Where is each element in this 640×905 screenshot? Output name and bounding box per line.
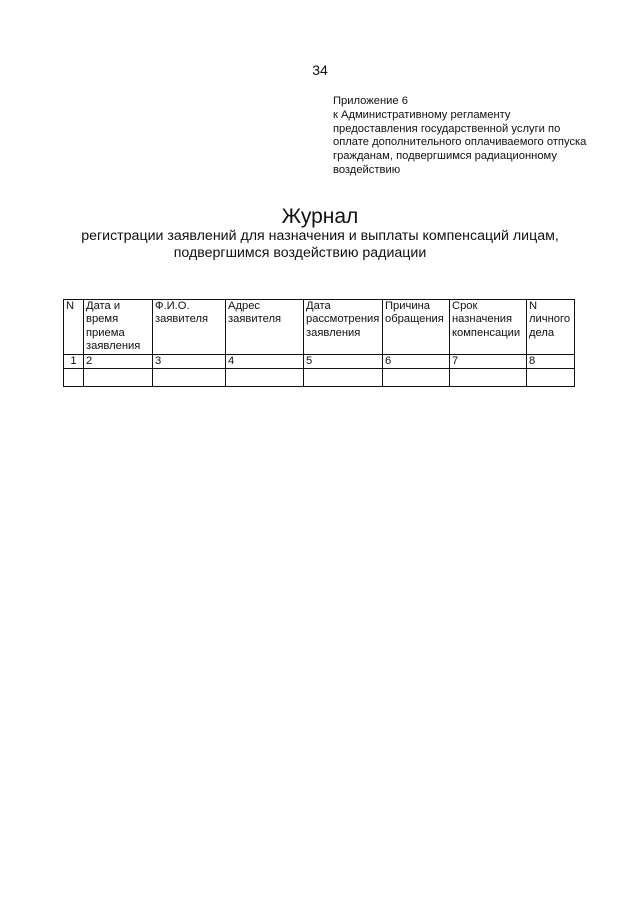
- header-cell-case-number: N личного дела: [527, 300, 575, 355]
- appendix-line: предоставления государственной услуги по: [333, 122, 561, 135]
- page-number: 34: [312, 62, 328, 78]
- column-number-cell: 8: [527, 354, 575, 368]
- subtitle-line: подвергшимся воздействию радиации: [173, 245, 427, 261]
- empty-cell: [226, 368, 304, 386]
- header-cell-date-received: Дата и время приема заявления: [84, 300, 153, 355]
- column-number-row: [64, 354, 575, 368]
- empty-cell: [527, 368, 575, 386]
- header-cell-applicant-name: Ф.И.О. заявителя: [153, 300, 226, 355]
- document-subtitle: [0, 228, 640, 262]
- header-cell-number: N: [64, 300, 84, 355]
- appendix-note: [333, 95, 603, 178]
- subtitle-line: регистрации заявлений для назначения и выплаты компенсаций лицам,: [81, 228, 559, 244]
- appendix-line: гражданам, подвергшимся радиационному: [333, 150, 557, 163]
- column-number-cell: 6: [383, 354, 450, 368]
- appendix-line: Приложение 6: [333, 95, 408, 107]
- column-number-cell: 5: [304, 354, 383, 368]
- column-number-cell: 2: [84, 354, 153, 368]
- empty-cell: [450, 368, 527, 386]
- empty-cell: [153, 368, 226, 386]
- header-cell-compensation-term: Срок назначения компенсации: [450, 300, 527, 355]
- header-cell-reason: Причина обращения: [383, 300, 450, 355]
- column-number-cell: 3: [153, 354, 226, 368]
- table-row-empty: [64, 368, 575, 386]
- table-header-row: [64, 300, 575, 355]
- empty-cell: [383, 368, 450, 386]
- appendix-line: к Административному регламенту: [333, 108, 511, 121]
- appendix-line: оплате дополнительного оплачиваемого отпуска: [333, 136, 587, 149]
- column-number-cell: 4: [226, 354, 304, 368]
- empty-cell: [84, 368, 153, 386]
- appendix-line: воздействию: [333, 163, 401, 176]
- empty-cell: [64, 368, 84, 386]
- document-title: Журнал: [281, 205, 359, 228]
- empty-cell: [304, 368, 383, 386]
- column-number-cell: 7: [450, 354, 527, 368]
- header-cell-review-date: Дата рассмотрения заявления: [304, 300, 383, 355]
- header-cell-applicant-address: Адрес заявителя: [226, 300, 304, 355]
- journal-table: [63, 299, 575, 387]
- column-number-cell: 1: [64, 354, 84, 368]
